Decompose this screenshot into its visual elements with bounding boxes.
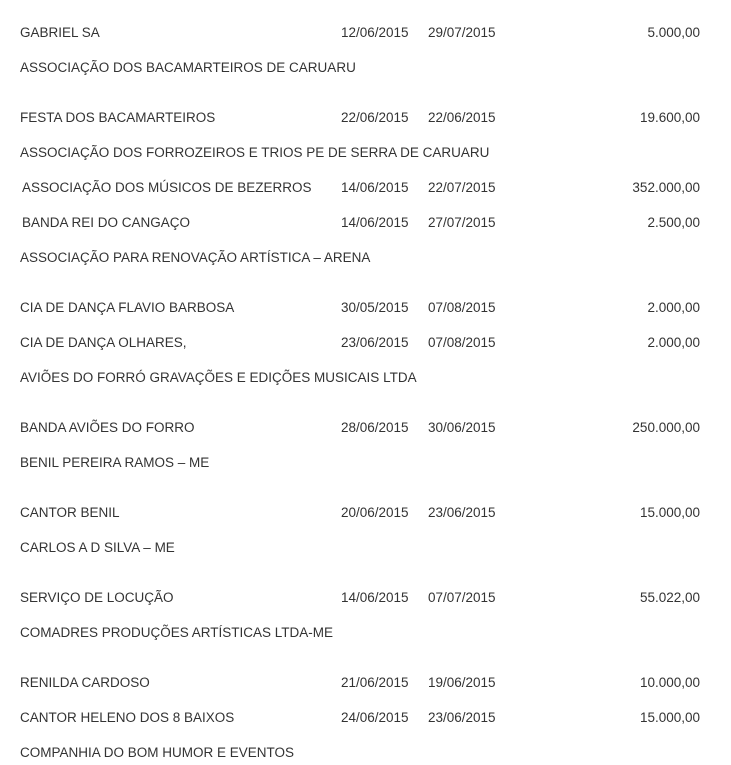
contract-value: 2.000,00	[647, 335, 700, 350]
contract-name: CIA DE DANÇA FLAVIO BARBOSA	[20, 300, 235, 315]
organization-name: ASSOCIAÇÃO DOS BACAMARTEIROS DE CARUARU	[20, 60, 356, 75]
contract-name: RENILDA CARDOSO	[20, 675, 150, 690]
contract-value: 55.022,00	[639, 590, 700, 605]
end-date: 23/06/2015	[428, 710, 496, 725]
contract-row	[0, 708, 731, 728]
contract-value: 15.000,00	[639, 710, 700, 725]
end-date: 22/07/2015	[428, 180, 496, 195]
contract-row	[0, 503, 731, 523]
contract-row	[0, 588, 731, 608]
contract-name: FESTA DOS BACAMARTEIROS	[20, 110, 216, 125]
contract-value: 15.000,00	[639, 505, 700, 520]
organization-heading	[0, 623, 731, 643]
contract-row	[0, 418, 731, 438]
organization-heading	[0, 368, 731, 388]
organization-heading	[0, 538, 731, 558]
contract-name: BANDA AVIÕES DO FORRO	[20, 420, 195, 435]
contract-row	[0, 23, 731, 43]
end-date: 19/06/2015	[428, 675, 496, 690]
end-date: 07/07/2015	[428, 590, 496, 605]
organization-heading	[0, 453, 731, 473]
start-date: 22/06/2015	[341, 110, 409, 125]
start-date: 30/05/2015	[341, 300, 409, 315]
contract-value: 2.000,00	[647, 300, 700, 315]
organization-heading	[0, 58, 731, 78]
contract-row	[0, 673, 731, 693]
contract-row	[0, 108, 731, 128]
contract-name: BANDA REI DO CANGAÇO	[22, 215, 191, 230]
contract-row	[0, 178, 731, 198]
contract-name: CANTOR BENIL	[20, 505, 120, 520]
contract-value: 5.000,00	[647, 25, 700, 40]
organization-name: COMADRES PRODUÇÕES ARTÍSTICAS LTDA-ME	[20, 625, 334, 640]
start-date: 28/06/2015	[341, 420, 409, 435]
start-date: 24/06/2015	[341, 710, 409, 725]
organization-name: COMPANHIA DO BOM HUMOR E EVENTOS	[20, 745, 295, 760]
contract-row	[0, 333, 731, 353]
contract-value: 19.600,00	[639, 110, 700, 125]
start-date: 21/06/2015	[341, 675, 409, 690]
contract-row	[0, 213, 731, 233]
end-date: 30/06/2015	[428, 420, 496, 435]
contract-name: CIA DE DANÇA OLHARES,	[20, 335, 187, 350]
organization-heading	[0, 743, 731, 763]
contract-row	[0, 298, 731, 318]
contract-name: GABRIEL SA	[20, 25, 100, 40]
organization-name: BENIL PEREIRA RAMOS – ME	[20, 455, 210, 470]
end-date: 07/08/2015	[428, 300, 496, 315]
contract-value: 352.000,00	[632, 180, 700, 195]
contract-name: ASSOCIAÇÃO DOS MÚSICOS DE BEZERROS	[22, 180, 312, 195]
organization-name: ASSOCIAÇÃO PARA RENOVAÇÃO ARTÍSTICA – ARENA	[20, 250, 371, 265]
end-date: 22/06/2015	[428, 110, 496, 125]
organization-heading	[0, 248, 731, 268]
end-date: 07/08/2015	[428, 335, 496, 350]
contract-name: SERVIÇO DE LOCUÇÃO	[20, 590, 174, 605]
contract-value: 250.000,00	[632, 420, 700, 435]
organization-name: CARLOS A D SILVA – ME	[20, 540, 175, 555]
start-date: 12/06/2015	[341, 25, 409, 40]
start-date: 20/06/2015	[341, 505, 409, 520]
start-date: 14/06/2015	[341, 180, 409, 195]
start-date: 23/06/2015	[341, 335, 409, 350]
contract-name: CANTOR HELENO DOS 8 BAIXOS	[20, 710, 235, 725]
end-date: 23/06/2015	[428, 505, 496, 520]
end-date: 29/07/2015	[428, 25, 496, 40]
end-date: 27/07/2015	[428, 215, 496, 230]
start-date: 14/06/2015	[341, 590, 409, 605]
contract-value: 10.000,00	[639, 675, 700, 690]
organization-heading	[0, 143, 731, 163]
contract-value: 2.500,00	[647, 215, 700, 230]
organization-name: ASSOCIAÇÃO DOS FORROZEIROS E TRIOS PE DE SERRA DE CARUARU	[20, 145, 490, 160]
organization-name: AVIÕES DO FORRÓ GRAVAÇÕES E EDIÇÕES MUSICAIS LTDA	[20, 370, 417, 385]
start-date: 14/06/2015	[341, 215, 409, 230]
